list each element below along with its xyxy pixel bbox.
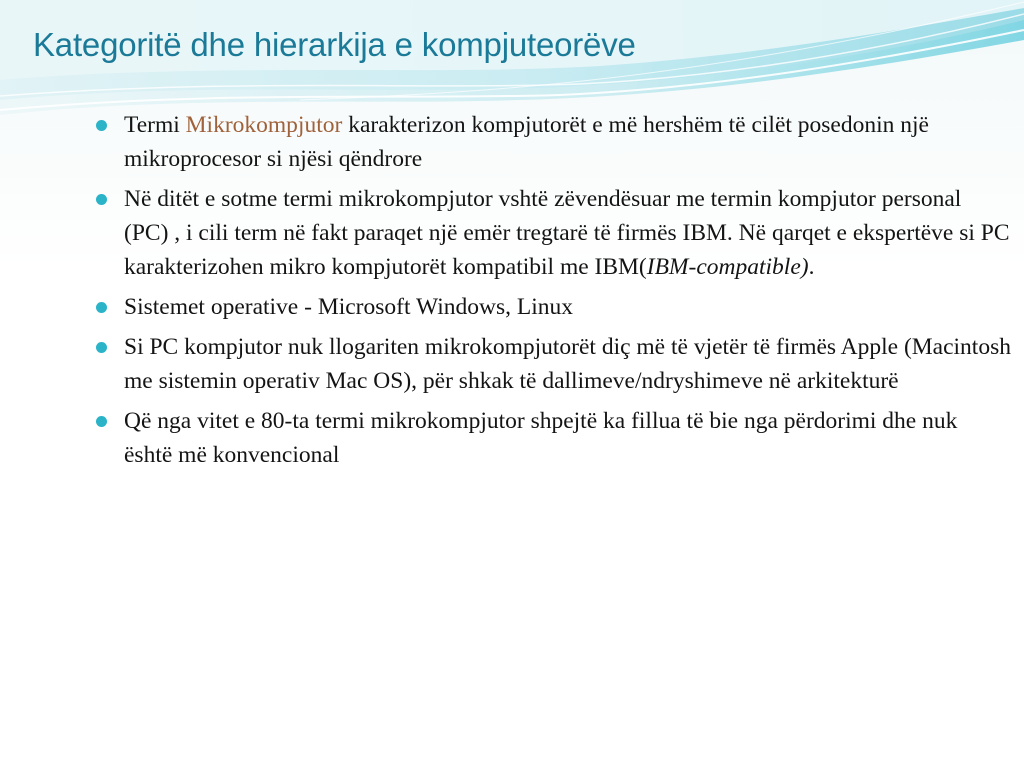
- bullet-text: .: [808, 254, 815, 280]
- list-item: [96, 330, 1011, 398]
- bullet-text: Termi: [124, 112, 186, 138]
- highlight-term: Mikrokompjutor: [185, 112, 343, 138]
- bullet-text: Në ditët e sotme termi mikrokompjutor vshtë zëvendësuar me termin kompjutor personal (PC) , i cili term në fakt paraqet një emër tregtarë të firmës IBM. Në qarqet e ekspertëve si PC karakterizohen mikro kompjutorët kompatibil me IBM(: [124, 186, 1010, 280]
- bullet-dot-icon: [96, 302, 107, 313]
- bullet-dot-icon: [96, 194, 107, 205]
- list-item: [96, 404, 1011, 472]
- bullet-dot-icon: [96, 120, 107, 131]
- bullet-dot-icon: [96, 416, 107, 427]
- bullet-text: Sistemet operative - Microsoft Windows, Linux: [124, 294, 573, 320]
- bullet-text: Që nga vitet e 80-ta termi mikrokompjutor shpejtë ka fillua të bie nga përdorimi dhe nuk është më konvencional: [124, 408, 958, 468]
- bullet-text: karakterizon kompjutorët e më hershëm të cilët posedonin një mikroprocesor si njësi qëndrore: [124, 112, 929, 172]
- list-item: [96, 290, 1011, 324]
- italic-term: IBM-compatible): [646, 254, 809, 280]
- bullet-text: Si PC kompjutor nuk llogariten mikrokompjutorët diç më të vjetër të firmës Apple (Macintosh me sistemin operativ Mac OS), për shkak të dallimeve/ndryshimeve në arkitekturë: [124, 334, 1011, 394]
- list-item: [96, 108, 1011, 176]
- list-item: [96, 182, 1011, 284]
- slide-title: Kategoritë dhe hierarkija e kompjuteorëve: [33, 26, 636, 63]
- bullet-list: [96, 108, 1011, 478]
- bullet-dot-icon: [96, 342, 107, 353]
